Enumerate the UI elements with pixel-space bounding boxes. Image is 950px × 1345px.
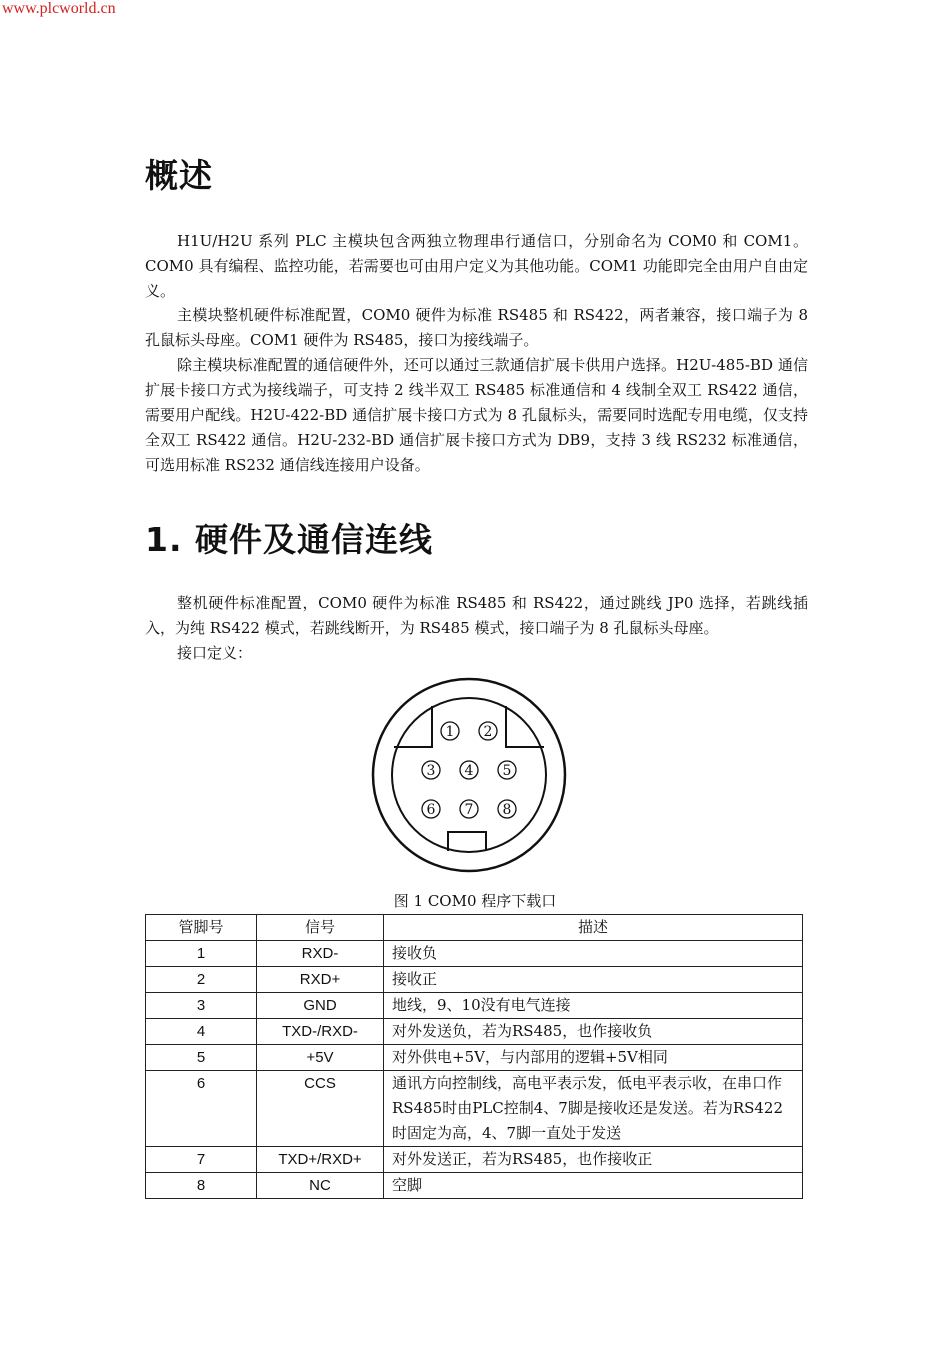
pin-2-label: 2: [483, 724, 493, 740]
section1-paragraph-1: 整机硬件标准配置，COM0 硬件为标准 RS485 和 RS422，通过跳线 JP0 选择，若跳线插入，为纯 RS422 模式，若跳线断开，为 RS485 模式，接口端子为 8 孔鼠标头母座。: [145, 594, 808, 637]
connector-key-bottom: [448, 832, 486, 851]
description-cell: 地线，9、10没有电气连接: [384, 993, 803, 1019]
table-row: [146, 1071, 803, 1147]
header-pin: 管脚号: [146, 915, 257, 941]
pin-cell: 1: [146, 941, 257, 967]
description-cell: 对外发送负，若为RS485，也作接收负: [384, 1019, 803, 1045]
overview-heading: 概述: [145, 156, 213, 195]
mini-din-connector-diagram: [366, 674, 572, 876]
pin-1-label: 1: [445, 724, 455, 740]
overview-paragraph-2: 主模块整机硬件标准配置，COM0 硬件为标准 RS485 和 RS422，两者兼容，接口端子为 8 孔鼠标头母座。COM1 硬件为 RS485，接口为接线端子。: [145, 306, 808, 349]
signal-cell: TXD+/RXD+: [257, 1147, 384, 1173]
pin-4-label: 4: [464, 763, 474, 779]
signal-cell: CCS: [257, 1071, 384, 1147]
header-signal: 信号: [257, 915, 384, 941]
table-row: [146, 1173, 803, 1199]
description-cell: 对外发送正，若为RS485，也作接收正: [384, 1147, 803, 1173]
header-description: 描述: [384, 915, 803, 941]
overview-paragraph-3: 除主模块标准配置的通信硬件外，还可以通过三款通信扩展卡供用户选择。H2U-485-BD 通信扩展卡接口方式为接线端子，可支持 2 线半双工 RS485 标准通信和 4 线制全双工 RS422 通信，需要用户配线。H2U-422-BD 通信扩展卡接口方式为 8 孔鼠标头，需要同时选配专用电缆，仅支持全双工 RS422 通信。H2U-232-BD 通信扩展卡接口方式为 DB9，支持 3 线 RS232 标准通信，可选用标准 RS232 通信线连接用户设备。: [145, 356, 808, 474]
watermark-url: www.plcworld.cn: [2, 0, 116, 17]
table-row: [146, 1019, 803, 1045]
table-header-row: [146, 915, 803, 941]
table-row: [146, 941, 803, 967]
pin-cell: 6: [146, 1071, 257, 1147]
table-row: [146, 993, 803, 1019]
description-cell: 通讯方向控制线，高电平表示发，低电平表示收，在串口作RS485时由PLC控制4、7脚是接收还是发送。若为RS422时固定为高，4、7脚一直处于发送: [384, 1071, 803, 1147]
description-cell: 接收负: [384, 941, 803, 967]
description-cell: 对外供电+5V，与内部用的逻辑+5V相同: [384, 1045, 803, 1071]
pin-5-label: 5: [502, 763, 512, 779]
signal-cell: +5V: [257, 1045, 384, 1071]
pin-cell: 4: [146, 1019, 257, 1045]
signal-cell: RXD+: [257, 967, 384, 993]
figure-caption: 图 1 COM0 程序下载口: [393, 892, 557, 910]
pin-cell: 3: [146, 993, 257, 1019]
pin-cell: 8: [146, 1173, 257, 1199]
pin-cell: 5: [146, 1045, 257, 1071]
table-row: [146, 1147, 803, 1173]
pin-definition-table: [145, 914, 803, 1199]
pin-7-label: 7: [464, 802, 474, 818]
description-cell: 接收正: [384, 967, 803, 993]
section1-paragraph-2: 接口定义：: [177, 644, 253, 662]
overview-paragraph-1: H1U/H2U 系列 PLC 主模块包含两独立物理串行通信口，分别命名为 COM0 和 COM1。COM0 具有编程、监控功能，若需要也可由用户定义为其他功能。COM1 功能即完全由用户自由定义。: [145, 232, 808, 300]
pin-cell: 7: [146, 1147, 257, 1173]
signal-cell: NC: [257, 1173, 384, 1199]
signal-cell: RXD-: [257, 941, 384, 967]
pin-cell: 2: [146, 967, 257, 993]
table-row: [146, 1045, 803, 1071]
table-row: [146, 967, 803, 993]
section1-heading: 1. 硬件及通信连线: [145, 520, 433, 559]
signal-cell: GND: [257, 993, 384, 1019]
pin-3-label: 3: [426, 763, 436, 779]
pin-8-label: 8: [502, 802, 512, 818]
description-cell: 空脚: [384, 1173, 803, 1199]
signal-cell: TXD-/RXD-: [257, 1019, 384, 1045]
connector-pins: [422, 722, 516, 818]
pin-6-label: 6: [426, 802, 436, 818]
